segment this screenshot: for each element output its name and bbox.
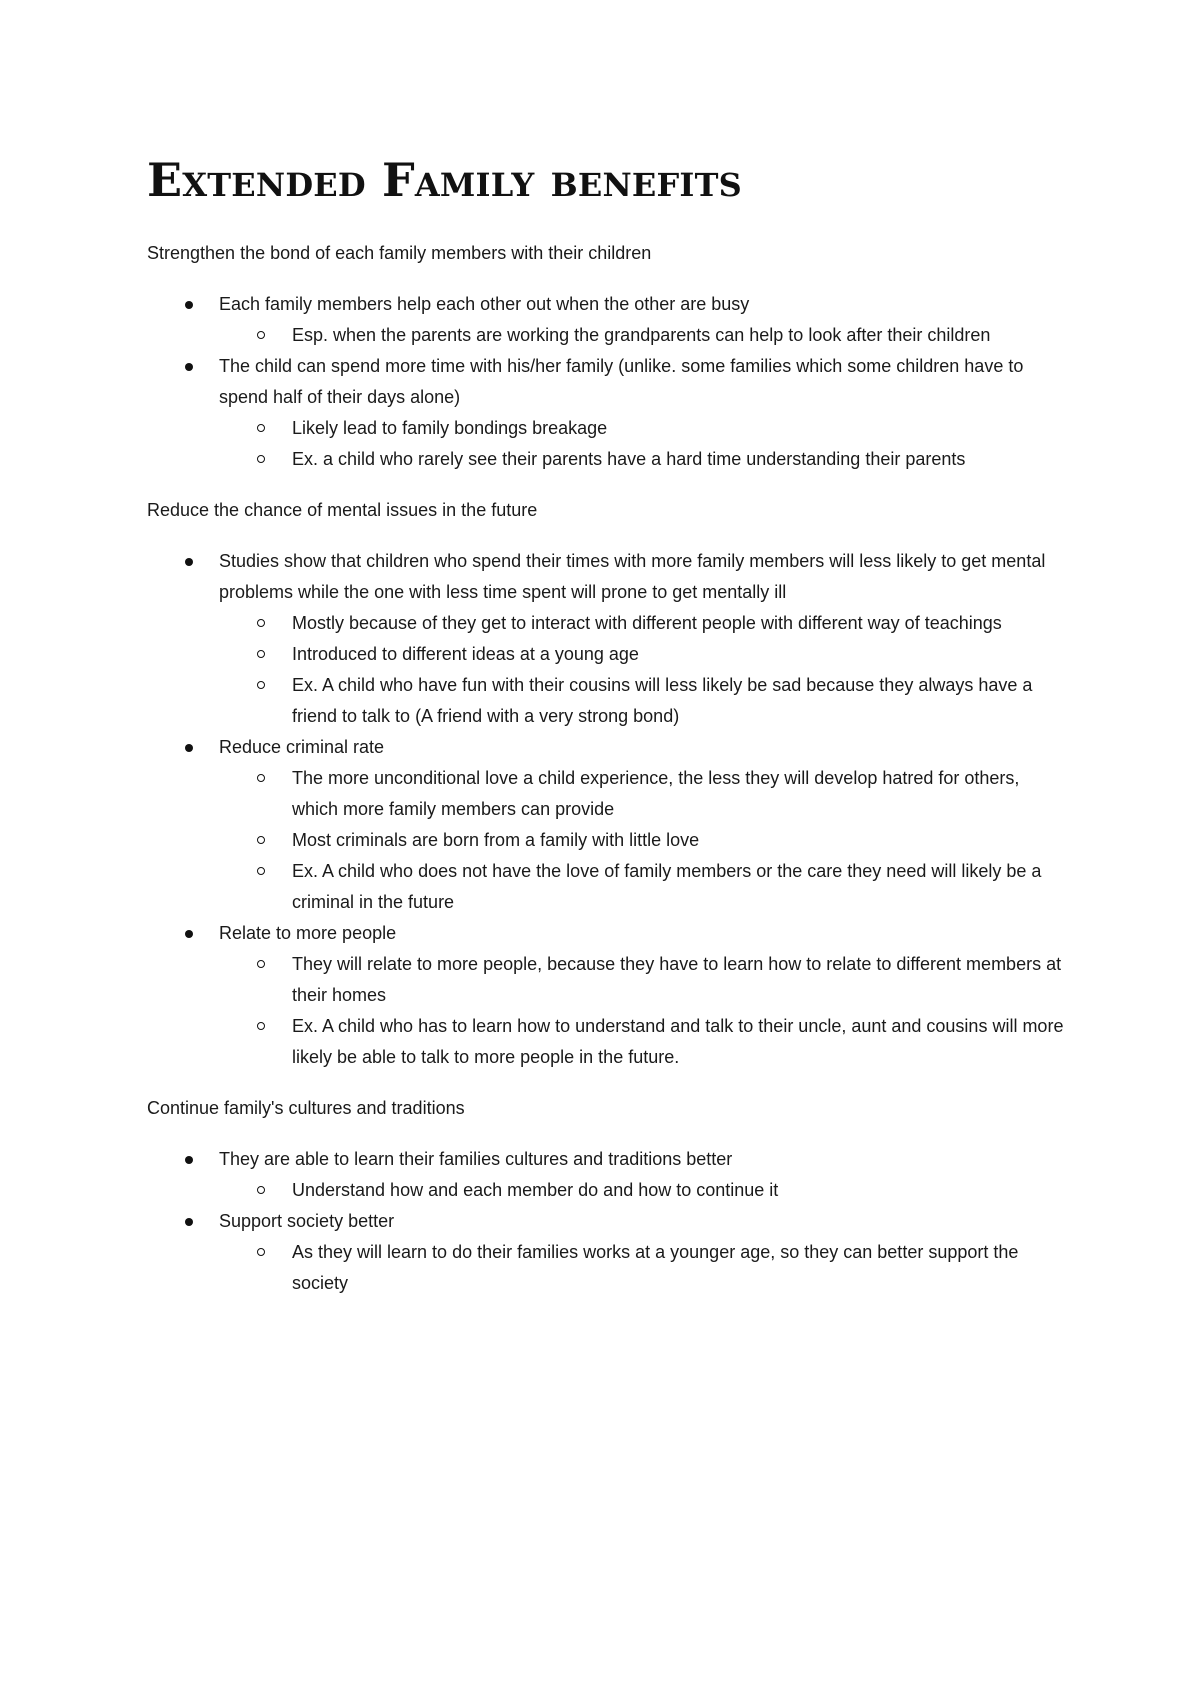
sub-bullet-list bbox=[219, 608, 1067, 732]
sub-list-item-text: Introduced to different ideas at a young age bbox=[292, 644, 639, 664]
section bbox=[147, 1093, 1067, 1299]
hollow-bullet-icon bbox=[257, 774, 265, 782]
filled-bullet-icon bbox=[185, 363, 193, 371]
sub-list-item bbox=[219, 608, 1067, 639]
filled-bullet-icon bbox=[185, 301, 193, 309]
list-item bbox=[147, 918, 1067, 1073]
document-content bbox=[147, 150, 1067, 1319]
sub-list-item bbox=[219, 949, 1067, 1011]
list-item bbox=[147, 546, 1067, 732]
filled-bullet-icon bbox=[185, 744, 193, 752]
sub-list-item-text: As they will learn to do their families works at a younger age, so they can better support the society bbox=[292, 1242, 1019, 1293]
document-title: Extended Family benefits bbox=[147, 153, 742, 207]
filled-bullet-icon bbox=[185, 1218, 193, 1226]
bullet-list bbox=[147, 1144, 1067, 1299]
list-item-text: The child can spend more time with his/her family (unlike. some families which some children have to spend half of their days alone) bbox=[219, 356, 1024, 407]
section-heading: Reduce the chance of mental issues in the future bbox=[147, 500, 538, 520]
sub-list-item bbox=[219, 1175, 1067, 1206]
sub-bullet-list bbox=[219, 1237, 1067, 1299]
sub-list-item bbox=[219, 413, 1067, 444]
hollow-bullet-icon bbox=[257, 650, 265, 658]
sub-bullet-list bbox=[219, 413, 1067, 475]
sub-list-item-text: Ex. A child who does not have the love of family members or the care they need will likely be a criminal in the future bbox=[292, 861, 1042, 912]
sub-list-item bbox=[219, 1237, 1067, 1299]
sub-list-item-text: Likely lead to family bondings breakage bbox=[292, 418, 608, 438]
list-item bbox=[147, 1144, 1067, 1206]
hollow-bullet-icon bbox=[257, 1248, 265, 1256]
sub-list-item-text: The more unconditional love a child experience, the less they will develop hatred for others, which more family members can provide bbox=[292, 768, 1020, 819]
section bbox=[147, 495, 1067, 1073]
hollow-bullet-icon bbox=[257, 681, 265, 689]
sub-list-item bbox=[219, 670, 1067, 732]
sub-list-item bbox=[219, 444, 1067, 475]
sub-bullet-list bbox=[219, 949, 1067, 1073]
filled-bullet-icon bbox=[185, 1156, 193, 1164]
sections-container bbox=[147, 238, 1067, 1299]
hollow-bullet-icon bbox=[257, 424, 265, 432]
sub-list-item bbox=[219, 825, 1067, 856]
list-item bbox=[147, 1206, 1067, 1299]
sub-list-item-text: Understand how and each member do and how to continue it bbox=[292, 1180, 779, 1200]
sub-list-item-text: Esp. when the parents are working the grandparents can help to look after their children bbox=[292, 325, 991, 345]
hollow-bullet-icon bbox=[257, 331, 265, 339]
list-item-text: Support society better bbox=[219, 1211, 395, 1231]
hollow-bullet-icon bbox=[257, 836, 265, 844]
filled-bullet-icon bbox=[185, 930, 193, 938]
list-item-text: Reduce criminal rate bbox=[219, 737, 385, 757]
bullet-list bbox=[147, 289, 1067, 475]
list-item bbox=[147, 351, 1067, 475]
sub-list-item bbox=[219, 320, 1067, 351]
sub-list-item bbox=[219, 1011, 1067, 1073]
sub-bullet-list bbox=[219, 763, 1067, 918]
list-item-text: Relate to more people bbox=[219, 923, 397, 943]
bullet-list bbox=[147, 546, 1067, 1073]
section-heading: Strengthen the bond of each family members with their children bbox=[147, 243, 652, 263]
list-item bbox=[147, 732, 1067, 918]
hollow-bullet-icon bbox=[257, 960, 265, 968]
hollow-bullet-icon bbox=[257, 455, 265, 463]
filled-bullet-icon bbox=[185, 558, 193, 566]
sub-list-item-text: Ex. a child who rarely see their parents have a hard time understanding their parents bbox=[292, 449, 966, 469]
sub-list-item-text: Ex. A child who have fun with their cousins will less likely be sad because they always have a friend to talk to (A friend with a very strong bond) bbox=[292, 675, 1033, 726]
list-item-text: Studies show that children who spend their times with more family members will less likely to get mental problems while the one with less time spent will prone to get mentally ill bbox=[219, 551, 1046, 602]
sub-bullet-list bbox=[219, 1175, 1067, 1206]
sub-list-item-text: Ex. A child who has to learn how to understand and talk to their uncle, aunt and cousins will more likely be able to talk to more people in the future. bbox=[292, 1016, 1064, 1067]
sub-list-item bbox=[219, 639, 1067, 670]
hollow-bullet-icon bbox=[257, 867, 265, 875]
section-heading: Continue family's cultures and traditions bbox=[147, 1098, 465, 1118]
sub-list-item-text: Mostly because of they get to interact with different people with different way of teachings bbox=[292, 613, 1002, 633]
hollow-bullet-icon bbox=[257, 619, 265, 627]
sub-list-item bbox=[219, 856, 1067, 918]
sub-bullet-list bbox=[219, 320, 1067, 351]
sub-list-item-text: Most criminals are born from a family with little love bbox=[292, 830, 700, 850]
hollow-bullet-icon bbox=[257, 1186, 265, 1194]
list-item-text: They are able to learn their families cultures and traditions better bbox=[219, 1149, 733, 1169]
section bbox=[147, 238, 1067, 475]
list-item-text: Each family members help each other out when the other are busy bbox=[219, 294, 750, 314]
list-item bbox=[147, 289, 1067, 351]
hollow-bullet-icon bbox=[257, 1022, 265, 1030]
sub-list-item bbox=[219, 763, 1067, 825]
sub-list-item-text: They will relate to more people, because they have to learn how to relate to different members at their homes bbox=[292, 954, 1062, 1005]
